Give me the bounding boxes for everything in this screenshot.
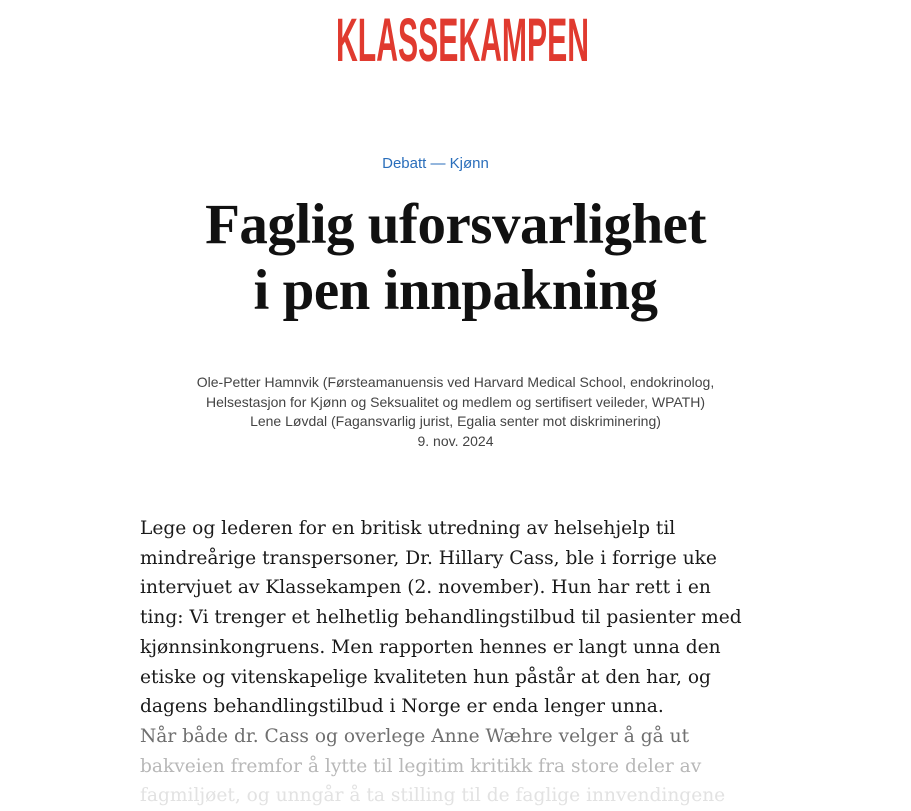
body-line: Lege og lederen for en britisk utredning av helsehjelp til	[140, 518, 676, 539]
title-line: Faglig uforsvarlighet	[205, 193, 706, 256]
body-line-faded: fagmiljøet, og unngår å ta stilling til de faglige innvendingene	[140, 785, 726, 807]
article-category	[0, 155, 871, 172]
byline	[0, 373, 911, 452]
category-separator: —	[430, 155, 446, 172]
body-line: intervjuet av Klassekampen (2. november). Hun har rett i en	[140, 577, 711, 599]
category-topic-link[interactable]: Kjønn	[449, 155, 489, 172]
body-line: mindreårige transpersoner, Dr. Hillary Cass, ble i forrige uke	[140, 547, 717, 569]
category-section-link[interactable]: Debatt	[382, 155, 427, 172]
logo-text: KLASSEKAMPEN	[336, 6, 589, 74]
klassekampen-logo[interactable]	[336, 6, 589, 74]
body-line: dagens behandlingstilbud i Norge er enda lenger unna.	[140, 696, 664, 718]
byline-line: Helsestasjon for Kjønn og Seksualitet og medlem og sertifisert veileder, WPATH)	[205, 393, 706, 410]
article-title	[0, 192, 911, 324]
body-line-faded: bakveien fremfor å lytte til legitim kritikk fra store deler av	[140, 755, 702, 777]
body-line: ting: Vi trenger et helhetlig behandlingstilbud til pasienter med	[140, 607, 742, 629]
article-body	[140, 514, 800, 811]
title-line: i pen innpakning	[253, 259, 658, 322]
publish-date: 9. nov. 2024	[417, 433, 494, 450]
byline-line: Lene Løvdal (Fagansvarlig jurist, Egalia senter mot diskriminering)	[250, 413, 661, 430]
body-line: kjønnsinkongruens. Men rapporten hennes er langt unna den	[140, 636, 721, 658]
body-line: etiske og vitenskapelige kvaliteten hun påstår at den har, og	[140, 666, 711, 688]
byline-line: Ole-Petter Hamnvik (Førsteamanuensis ved Harvard Medical School, endokrinolog,	[196, 374, 715, 390]
body-line-faded: Når både dr. Cass og overlege Anne Wæhre velger å gå ut	[140, 725, 690, 747]
